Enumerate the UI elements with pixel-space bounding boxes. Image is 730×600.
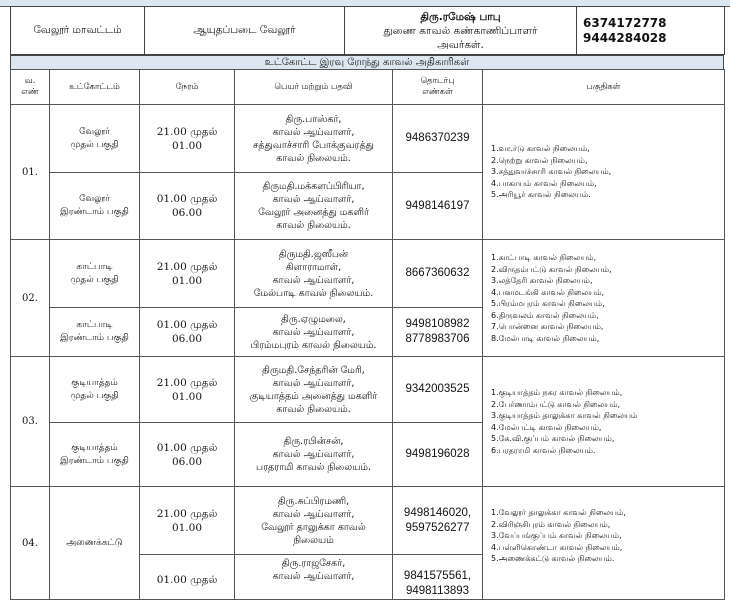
serial-number: 04. (11, 487, 50, 600)
col-header-contact: தொடர்பு எண்கள் (393, 70, 483, 105)
col-header-time: நேரம் (140, 70, 235, 105)
time-cell: 01.00 முதல் (140, 555, 235, 600)
col-header-areas: பகுதிகள் (483, 70, 725, 105)
subdivision-cell: அணைக்கட்டு (50, 487, 140, 600)
district-cell: வேலூர் மாவட்டம் (11, 7, 145, 55)
officer-cell: திரு.பாஸ்கர், காவல் ஆய்வாளர், சத்துவாச்சாரி போக்குவரத்து காவல் நிலையம். (235, 105, 393, 173)
contact-cell: 9498196028 (393, 423, 483, 487)
contact-cell: 9498108982 8778983706 (393, 308, 483, 357)
officer-title: துணை காவல் கண்காணிப்பாளர் (383, 24, 538, 37)
time-cell: 21.00 முதல் 01.00 (140, 240, 235, 308)
contact-cell: 9486370239 (393, 105, 483, 173)
contact-cell: 9841575561, 9498113893 (393, 555, 483, 600)
areas-cell: 1.காட்பாடி காவல் நிலையம், 2.விருதம்பட்டு காவல் நிலையம், 3.லத்தேரி காவல் நிலையம், 4.பனமடங்கி காவல் நிலையம், 5.பிரம்மபுரம் காவல் நிலையம், 6.திருவலம் காவல் நிலையம், 7.பொன்னை காவல் நிலையம், 8.மேல்பாடி காவல் நிலையம், (483, 240, 725, 357)
battalion-cell: ஆயுதப்படை வேலூர் (145, 7, 345, 55)
col-header-sno: வ. எண் (11, 70, 50, 105)
contact-cell: 9342003525 (393, 357, 483, 423)
table-row (11, 105, 725, 173)
officer-cell: திரு.ராஜசேகர், காவல் ஆய்வாளர், (235, 555, 393, 600)
officer-cell: திருமதி.ஜஸீபன் கிளாராமாள், காவல் ஆய்வாளர், மேல்பாடி காவல் நிலையம். (235, 240, 393, 308)
subdivision-cell: காட்பாடி முதல் பகுதி (50, 240, 140, 308)
officer-cell: திருமதி.மக்களப்பிரியா, காவல் ஆய்வாளர், வேலூர் அனைத்து மகளிர் காவல் நிலையம். (235, 173, 393, 240)
table-row (11, 357, 725, 423)
areas-cell: 1.குடியாத்தம் நகர காவல் நிலையம், 2.பேர்ணாம்பட்டு காவல் நிலையம், 3.குடியாத்தம் தாலுக்கா காவல் நிலையம் 4.மேல்பட்டி காவல் நிலையம், 5.கே.வி.குப்பம் காவல் நிலையம், 6.பரதராமி காவல் நிலையம். (483, 357, 725, 487)
phone-number: 6374172778 (583, 15, 667, 30)
section-title: உட்கோட்ட இரவு ரோந்து காவல் அதிகாரிகள் (10, 55, 724, 70)
phone-number: 9444284028 (583, 30, 667, 45)
subdivision-cell: குடியாத்தம் முதல் பகுதி (50, 357, 140, 423)
areas-cell: 1.வா.ர்டு காவல் நிலையம், 2.நெற்று காவல் நிலையம், 3.சத்துவாச்சாரி காவல் நிலையம், 4.பாகாயம் காவல் நிலையம், 5.அரியூர் காவல் நிலையம். (483, 105, 725, 240)
col-header-subdivision: உட்கோட்டம் (50, 70, 140, 105)
officer-cell: திருமதி.சேந்தரின் மேரி, காவல் ஆய்வாளர், குடியாத்தம் அனைத்து மகளிர் காவல் நிலையம். (235, 357, 393, 423)
contact-cell: 9498146020, 9597526277 (393, 487, 483, 555)
time-cell: 21.00 முதல் 01.00 (140, 487, 235, 555)
officer-cell (345, 7, 577, 55)
officer-cell: திரு.சுப்பிரமணி, காவல் ஆய்வாளர், வேலூர் தாலுக்கா காவல் நிலையம் (235, 487, 393, 555)
serial-number: 02. (11, 240, 50, 357)
officer-name: திரு.ரமேஷ் பாபு (420, 10, 501, 23)
time-cell: 21.00 முதல் 01.00 (140, 105, 235, 173)
officer-cell: திரு.ரபின்சன், காவல் ஆய்வாளர், பரதராமி காவல் நிலையம். (235, 423, 393, 487)
areas-cell: 1.வேலூர் தாலுக்கா காவல் நிலையம், 2.விரிஞ்சிபுரம் காவல் நிலையம், 3.வேப்பங்குப்பம் காவல் நிலையம், 4.பள்ளிகொண்டா காவல் நிலையம், 5.அணைக்கட்டு காவல் நிலையம். (483, 487, 725, 600)
contact-cell: 8667360632 (393, 240, 483, 308)
serial-number: 03. (11, 357, 50, 487)
time-cell: 21.00 முதல் 01.00 (140, 357, 235, 423)
table-row (11, 487, 725, 555)
time-cell: 01.00 முதல் 06.00 (140, 308, 235, 357)
table-row (11, 240, 725, 308)
subdivision-cell: காட்பாடி இரண்டாம் பகுதி (50, 308, 140, 357)
time-cell: 01.00 முதல் 06.00 (140, 423, 235, 487)
officer-cell: திரு.ஏழுமலை, காவல் ஆய்வாளர், பிரம்மபுரம் காவல் நிலையம். (235, 308, 393, 357)
phone-cell (577, 7, 725, 55)
contact-cell: 9498146197 (393, 173, 483, 240)
subdivision-cell: வேலூர் முதல் பகுதி (50, 105, 140, 173)
time-cell: 01.00 முதல் 06.00 (140, 173, 235, 240)
subdivision-cell: குடியாத்தம் இரண்டாம் பகுதி (50, 423, 140, 487)
subdivision-cell: வேலூர் இரண்டாம் பகுதி (50, 173, 140, 240)
serial-number: 01. (11, 105, 50, 240)
header-table (10, 6, 725, 55)
col-header-officer: பெயர் மற்றும் பதவி (235, 70, 393, 105)
patrol-table (10, 69, 725, 600)
officer-honorific: அவர்கள். (437, 38, 484, 51)
